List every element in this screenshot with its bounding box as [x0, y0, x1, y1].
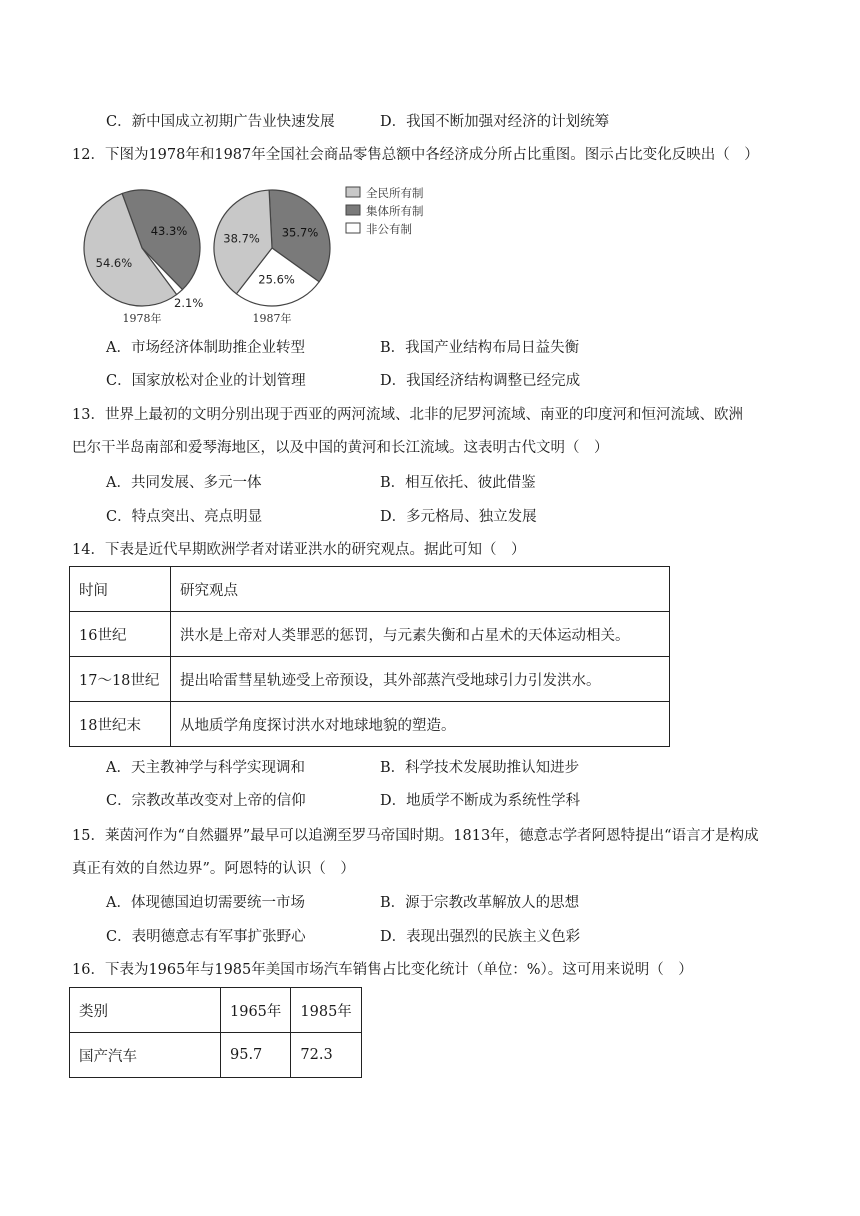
table-cell: 18世纪末 — [70, 702, 171, 747]
table-cell: 16世纪 — [70, 612, 171, 657]
q12-option-c: C．国家放松对企业的计划管理 — [106, 373, 306, 389]
legend-swatch — [346, 223, 360, 233]
pie-caption: 1978年 — [122, 312, 162, 324]
table-cell: 72.3 — [291, 1033, 361, 1078]
q16-stem: 16．下表为1965年与1985年美国市场汽车销售占比变化统计（单位：%）。这可用来说明（ ） — [72, 962, 693, 978]
table-header-cell: 1985年 — [291, 988, 361, 1033]
q12-stem: 12．下图为1978年和1987年全国社会商品零售总额中各经济成分所占比重图。图示占比变化反映出（ ） — [72, 147, 759, 163]
q15-option-c: C．表明德意志有军事扩张野心 — [106, 929, 306, 945]
q15-stem-line1: 15．莱茵河作为“自然疆界”最早可以追溯至罗马帝国时期。1813年，德意志学者阿恩特提出“语言才是构成 — [72, 828, 759, 844]
q12-option-a: A．市场经济体制助推企业转型 — [106, 340, 305, 356]
q16-table — [69, 987, 362, 1078]
q14-option-d: D．地质学不断成为系统性学科 — [380, 793, 581, 809]
table-header-cell: 1965年 — [221, 988, 291, 1033]
q15-option-b: B．源于宗教改革解放人的思想 — [380, 895, 580, 911]
table-cell: 从地质学角度探讨洪水对地球地貌的塑造。 — [171, 702, 670, 747]
legend-entry: 全民所有制 — [366, 186, 424, 200]
table-cell: 17～18世纪 — [70, 657, 171, 702]
q13-stem-line1: 13．世界上最初的文明分别出现于西亚的两河流域、北非的尼罗河流域、南亚的印度河和恒河流域、欧洲 — [72, 407, 743, 423]
pie-data-label: 35.7% — [281, 225, 319, 240]
pie-data-label: 38.7% — [223, 231, 260, 246]
table-cell: 提出哈雷彗星轨迹受上帝预设，其外部蒸汽受地球引力引发洪水。 — [171, 657, 670, 702]
q12-option-d: D．我国经济结构调整已经完成 — [380, 373, 581, 389]
pie-chart-figure — [80, 182, 460, 324]
q14-option-b: B．科学技术发展助推认知进步 — [380, 760, 580, 776]
q12-option-b: B．我国产业结构布局日益失衡 — [380, 340, 580, 356]
pie-data-label: 54.6% — [95, 256, 133, 271]
table-header-row — [70, 988, 362, 1033]
table-header-cell: 时间 — [70, 567, 171, 612]
q14-table — [69, 566, 670, 747]
q14-option-c: C．宗教改革改变对上帝的信仰 — [106, 793, 306, 809]
table-row — [70, 702, 670, 747]
q15-option-a: A．体现德国迫切需要统一市场 — [106, 895, 305, 911]
table-header-cell: 研究观点 — [171, 567, 670, 612]
pie-data-label: 43.3% — [150, 224, 188, 239]
table-header-row — [70, 567, 670, 612]
table-cell: 洪水是上帝对人类罪恶的惩罚，与元素失衡和占星术的天体运动相关。 — [171, 612, 670, 657]
q13-option-a: A．共同发展、多元一体 — [106, 475, 262, 491]
q14-stem: 14．下表是近代早期欧洲学者对诺亚洪水的研究观点。据此可知（ ） — [72, 542, 526, 558]
q13-stem-line2: 巴尔干半岛南部和爱琴海地区，以及中国的黄河和长江流域。这表明古代文明（ ） — [72, 440, 609, 456]
q11-option-c: C．新中国成立初期广告业快速发展 — [106, 114, 335, 130]
table-row — [70, 1033, 362, 1078]
legend-entry: 集体所有制 — [366, 204, 424, 218]
q15-stem-line2: 真正有效的自然边界”。阿恩特的认识（ ） — [72, 861, 355, 877]
q13-option-b: B．相互依托、彼此借鉴 — [380, 475, 536, 491]
table-header-cell: 类别 — [70, 988, 221, 1033]
q13-option-c: C．特点突出、亮点明显 — [106, 509, 263, 525]
table-row — [70, 657, 670, 702]
table-cell: 国产汽车 — [70, 1033, 221, 1078]
pie-data-label: 25.6% — [258, 272, 295, 287]
table-cell: 95.7 — [221, 1033, 291, 1078]
q14-option-a: A．天主教神学与科学实现调和 — [106, 760, 305, 776]
legend-swatch — [346, 205, 360, 215]
q11-option-d: D．我国不断加强对经济的计划统筹 — [380, 114, 610, 130]
pie-chart-svg — [80, 182, 460, 324]
legend-swatch — [346, 187, 360, 197]
pie-caption: 1987年 — [252, 312, 292, 324]
legend-entry: 非公有制 — [366, 222, 412, 236]
q13-option-d: D．多元格局、独立发展 — [380, 509, 537, 525]
table-row — [70, 612, 670, 657]
pie-data-label: 2.1% — [174, 295, 204, 310]
q15-option-d: D．表现出强烈的民族主义色彩 — [380, 929, 581, 945]
